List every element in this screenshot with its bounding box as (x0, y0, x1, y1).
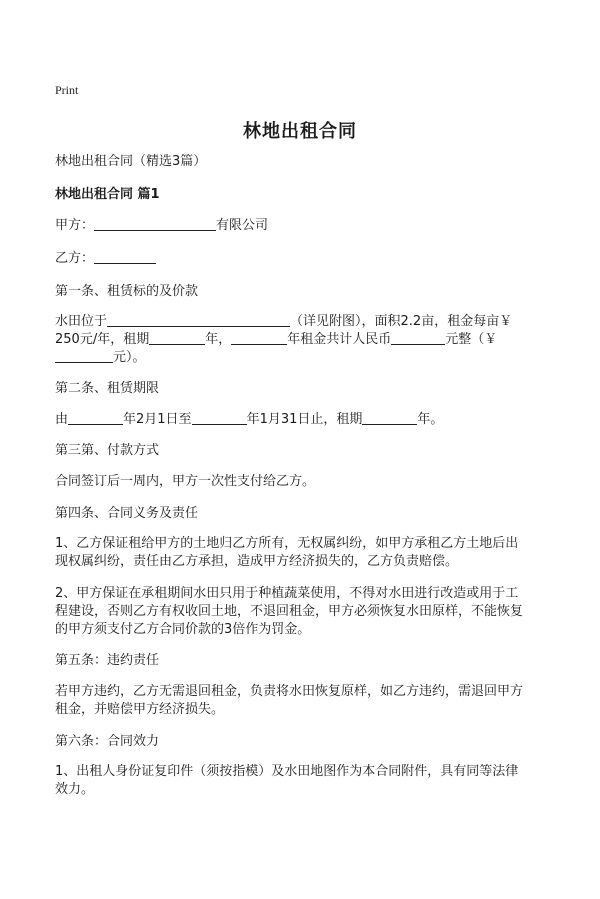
amount-blank (391, 330, 445, 345)
party-a-label: 甲方： (55, 218, 95, 233)
article-3-text: 合同签订后一周内，甲方一次性支付给乙方。 (55, 474, 316, 489)
start-year-blank (68, 410, 123, 425)
art1-text: （详见附图），面积2.2亩，租金每亩￥ (290, 314, 513, 329)
document-subtitle: 林地出租合同（精选3篇） (55, 154, 207, 169)
article-2-line (55, 410, 550, 430)
article-1-line-1 (55, 312, 550, 332)
art2-text: 由 (55, 412, 69, 427)
article-6-line-2: 效力。 (55, 782, 95, 797)
article-1-line-2 (55, 330, 550, 350)
article-4-p2-line-2: 程建设，否则乙方有权收回土地，不退回租金，甲方必须恢复水田原样，不能恢复 (55, 604, 524, 619)
article-4-heading: 第四条、合同义务及责任 (55, 506, 199, 521)
article-5-line-2: 租金，并赔偿甲方经济损失。 (55, 702, 225, 717)
art1-text: 元）。 (113, 350, 146, 365)
print-link[interactable]: Print (55, 83, 79, 97)
document-title: 林地出租合同 (243, 121, 357, 142)
article-6-line-1: 1、出租人身份证复印件（须按指模）及水田地图作为本合同附件，具有同等法律 (55, 764, 519, 779)
year-blank (231, 330, 287, 345)
article-4-p1-line-1: 1、乙方保证租给甲方的土地归乙方所有，无权属纠纷，如甲方承租乙方土地后出 (55, 536, 519, 551)
art2-text: 年2月1日至 (123, 412, 192, 427)
art2-text: 年1月31日止，租期 (246, 412, 363, 427)
article-4-p1-line-2: 现权属纠纷，责任由乙方承担，造成甲方经济损失的，乙方负责赔偿。 (55, 554, 459, 569)
section-heading: 林地出租合同 篇1 (55, 187, 160, 202)
art1-text: 年租金共计人民币 (287, 332, 392, 347)
term-blank (149, 330, 205, 345)
party-a-blank (94, 216, 216, 231)
article-1-line-3 (55, 348, 550, 368)
party-b-blank (94, 249, 156, 264)
article-5-line-1: 若甲方违约，乙方无需退回租金，负责将水田恢复原样，如乙方违约，需退回甲方 (55, 684, 524, 699)
article-4-p2-line-1: 2、甲方保证在承租期间水田只用于种植蔬菜使用，不得对水田进行改造或用于工 (55, 586, 519, 601)
end-year-blank (192, 410, 247, 425)
art1-text: 250元/年，租期 (55, 332, 150, 347)
article-4-p2-line-3: 的甲方须支付乙方合同价款的3倍作为罚金。 (55, 622, 311, 637)
lease-term-blank (362, 410, 417, 425)
article-6-heading: 第六条：合同效力 (55, 734, 160, 749)
location-blank (107, 312, 290, 327)
party-a-line (55, 216, 550, 236)
art1-text: 元整（￥ (445, 332, 498, 347)
art2-text: 年。 (417, 412, 444, 427)
art1-text: 水田位于 (55, 314, 108, 329)
amount-figure-blank (55, 348, 113, 363)
article-5-heading: 第五条：违约责任 (55, 653, 160, 668)
party-a-suffix: 有限公司 (216, 218, 269, 233)
article-1-heading: 第一条、租赁标的及价款 (55, 284, 199, 299)
article-2-heading: 第二条、租赁期限 (55, 381, 160, 396)
art1-text: 年， (205, 332, 232, 347)
article-3-heading: 第三第、付款方式 (55, 443, 160, 458)
party-b-label: 乙方： (55, 251, 95, 266)
party-b-line (55, 249, 550, 269)
